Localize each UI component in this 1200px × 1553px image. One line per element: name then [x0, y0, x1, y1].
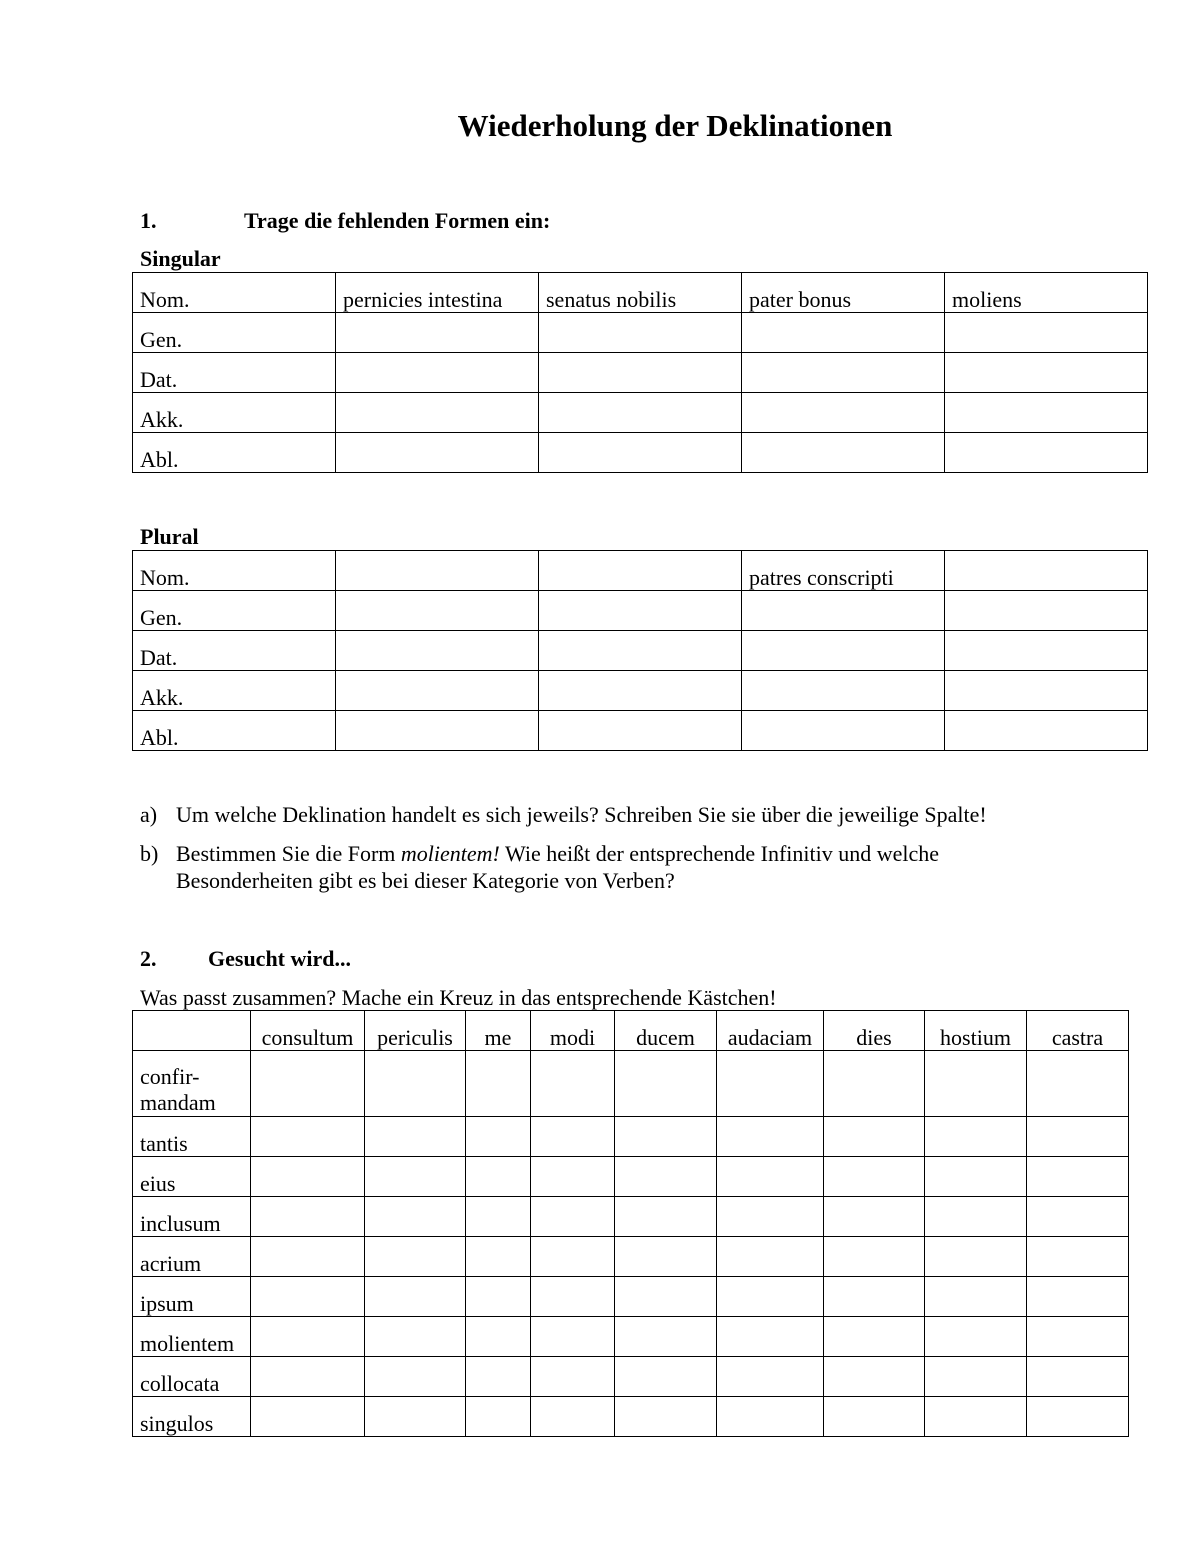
matching-checkbox-cell[interactable] — [615, 1117, 717, 1157]
plural-case-label: Gen. — [133, 591, 336, 631]
matching-checkbox-cell[interactable] — [615, 1317, 717, 1357]
matching-checkbox-cell[interactable] — [466, 1051, 531, 1117]
matching-checkbox-cell[interactable] — [925, 1357, 1027, 1397]
question-b-label: b) — [140, 841, 159, 866]
singular-form-cell[interactable] — [742, 433, 945, 473]
plural-case-label: Nom. — [133, 551, 336, 591]
question-b-text — [176, 840, 1176, 894]
matching-checkbox-cell[interactable] — [925, 1237, 1027, 1277]
matching-column-header: castra — [1027, 1011, 1129, 1051]
matching-checkbox-cell[interactable] — [466, 1357, 531, 1397]
matching-checkbox-cell[interactable] — [1027, 1117, 1129, 1157]
matching-row-label-line2: mandam — [140, 1090, 216, 1115]
matching-column-header: modi — [531, 1011, 615, 1051]
matching-checkbox-cell[interactable] — [717, 1117, 824, 1157]
matching-checkbox-cell[interactable] — [717, 1157, 824, 1197]
plural-form-cell[interactable] — [336, 671, 539, 711]
singular-form-cell[interactable] — [336, 433, 539, 473]
matching-checkbox-cell[interactable] — [365, 1117, 466, 1157]
singular-case-label: Dat. — [133, 353, 336, 393]
singular-case-label: Nom. — [133, 273, 336, 313]
matching-checkbox-cell[interactable] — [365, 1051, 466, 1117]
matching-checkbox-cell[interactable] — [531, 1051, 615, 1117]
plural-case-label: Abl. — [133, 711, 336, 751]
matching-checkbox-cell[interactable] — [531, 1117, 615, 1157]
matching-checkbox-cell[interactable] — [365, 1277, 466, 1317]
singular-case-label: Akk. — [133, 393, 336, 433]
matching-checkbox-cell[interactable] — [925, 1117, 1027, 1157]
singular-form-cell[interactable] — [742, 393, 945, 433]
matching-checkbox-cell[interactable] — [466, 1317, 531, 1357]
matching-row — [133, 1277, 1129, 1317]
matching-checkbox-cell[interactable] — [1027, 1051, 1129, 1117]
matching-checkbox-cell[interactable] — [717, 1397, 824, 1437]
matching-checkbox-cell[interactable] — [365, 1317, 466, 1357]
matching-checkbox-cell[interactable] — [1027, 1157, 1129, 1197]
plural-form-cell[interactable] — [945, 631, 1148, 671]
plural-case-label: Dat. — [133, 631, 336, 671]
matching-row-label: tantis — [133, 1117, 251, 1157]
singular-row — [133, 433, 1148, 473]
matching-checkbox-cell[interactable] — [365, 1397, 466, 1437]
matching-checkbox-cell[interactable] — [466, 1277, 531, 1317]
singular-table — [132, 272, 1148, 473]
matching-checkbox-cell[interactable] — [251, 1397, 365, 1437]
plural-form-cell[interactable] — [742, 591, 945, 631]
matching-checkbox-cell[interactable] — [1027, 1277, 1129, 1317]
singular-case-label: Gen. — [133, 313, 336, 353]
matching-row — [133, 1357, 1129, 1397]
singular-form-cell: pernicies intestina — [336, 273, 539, 313]
matching-checkbox-cell[interactable] — [615, 1197, 717, 1237]
plural-form-cell[interactable] — [336, 551, 539, 591]
singular-form-cell[interactable] — [336, 353, 539, 393]
matching-row — [133, 1157, 1129, 1197]
matching-row — [133, 1237, 1129, 1277]
matching-checkbox-cell[interactable] — [717, 1317, 824, 1357]
matching-checkbox-cell[interactable] — [1027, 1397, 1129, 1437]
plural-form-cell[interactable] — [539, 551, 742, 591]
plural-form-cell[interactable] — [945, 591, 1148, 631]
matching-checkbox-cell[interactable] — [615, 1237, 717, 1277]
matching-checkbox-cell[interactable] — [824, 1117, 925, 1157]
matching-checkbox-cell[interactable] — [466, 1197, 531, 1237]
matching-checkbox-cell[interactable] — [251, 1051, 365, 1117]
singular-row — [133, 353, 1148, 393]
question-a-text: Um welche Deklination handelt es sich jeweils? Schreiben Sie sie über die jeweilige Spalte! — [176, 802, 987, 827]
matching-row-label: singulos — [133, 1397, 251, 1437]
matching-checkbox-cell[interactable] — [615, 1277, 717, 1317]
matching-checkbox-cell[interactable] — [824, 1317, 925, 1357]
matching-column-header: me — [466, 1011, 531, 1051]
matching-checkbox-cell[interactable] — [717, 1277, 824, 1317]
matching-checkbox-cell[interactable] — [531, 1237, 615, 1277]
question-b-text-end: Wie heißt der entsprechende Infinitiv und welche — [499, 841, 940, 866]
matching-checkbox-cell[interactable] — [251, 1157, 365, 1197]
singular-form-cell[interactable] — [945, 393, 1148, 433]
matching-row — [133, 1317, 1129, 1357]
matching-checkbox-cell[interactable] — [615, 1397, 717, 1437]
plural-form-cell: patres conscripti — [742, 551, 945, 591]
matching-row — [133, 1397, 1129, 1437]
plural-form-cell[interactable] — [539, 711, 742, 751]
question-a — [140, 801, 1180, 829]
matching-row-label-line1: confir- — [140, 1064, 200, 1089]
plural-row — [133, 551, 1148, 591]
matching-column-header: hostium — [925, 1011, 1027, 1051]
plural-case-label: Akk. — [133, 671, 336, 711]
plural-form-cell[interactable] — [336, 711, 539, 751]
matching-row-label: ipsum — [133, 1277, 251, 1317]
matching-checkbox-cell[interactable] — [615, 1357, 717, 1397]
singular-form-cell[interactable] — [539, 433, 742, 473]
matching-checkbox-cell[interactable] — [925, 1397, 1027, 1437]
task1-number: 1. — [140, 208, 157, 233]
plural-row — [133, 711, 1148, 751]
matching-column-header: ducem — [615, 1011, 717, 1051]
singular-form-cell: pater bonus — [742, 273, 945, 313]
matching-checkbox-cell[interactable] — [925, 1157, 1027, 1197]
matching-checkbox-cell[interactable] — [531, 1397, 615, 1437]
matching-checkbox-cell[interactable] — [251, 1357, 365, 1397]
singular-form-cell[interactable] — [945, 313, 1148, 353]
matching-checkbox-cell[interactable] — [925, 1051, 1027, 1117]
matching-checkbox-cell[interactable] — [1027, 1357, 1129, 1397]
matching-checkbox-cell[interactable] — [531, 1157, 615, 1197]
singular-form-cell[interactable] — [539, 313, 742, 353]
task2-number: 2. — [140, 946, 157, 971]
matching-checkbox-cell[interactable] — [824, 1051, 925, 1117]
matching-checkbox-cell[interactable] — [531, 1277, 615, 1317]
matching-checkbox-cell[interactable] — [531, 1197, 615, 1237]
plural-row — [133, 631, 1148, 671]
matching-checkbox-cell[interactable] — [615, 1157, 717, 1197]
page-title: Wiederholung der Deklinationen — [457, 108, 893, 143]
plural-row — [133, 591, 1148, 631]
matching-checkbox-cell[interactable] — [531, 1317, 615, 1357]
matching-column-header: audaciam — [717, 1011, 824, 1051]
matching-checkbox-cell[interactable] — [466, 1117, 531, 1157]
matching-checkbox-cell[interactable] — [531, 1357, 615, 1397]
question-a-label: a) — [140, 802, 158, 827]
matching-checkbox-cell[interactable] — [824, 1157, 925, 1197]
plural-form-cell[interactable] — [945, 671, 1148, 711]
matching-row — [133, 1051, 1129, 1117]
matching-column-header: periculis — [365, 1011, 466, 1051]
singular-row — [133, 273, 1148, 313]
matching-checkbox-cell[interactable] — [824, 1197, 925, 1237]
matching-checkbox-cell[interactable] — [466, 1237, 531, 1277]
matching-column-header: dies — [824, 1011, 925, 1051]
matching-checkbox-cell[interactable] — [251, 1277, 365, 1317]
matching-checkbox-cell[interactable] — [251, 1317, 365, 1357]
question-b — [140, 840, 1180, 896]
singular-form-cell[interactable] — [336, 313, 539, 353]
matching-checkbox-cell[interactable] — [365, 1357, 466, 1397]
plural-form-cell[interactable] — [945, 711, 1148, 751]
task2-instruction: Was passt zusammen? Mache ein Kreuz in das entsprechende Kästchen! — [140, 985, 777, 1010]
plural-form-cell[interactable] — [336, 591, 539, 631]
plural-form-cell[interactable] — [539, 631, 742, 671]
matching-row-label: molientem — [133, 1317, 251, 1357]
singular-label: Singular — [140, 246, 221, 271]
matching-row — [133, 1197, 1129, 1237]
matching-checkbox-cell[interactable] — [717, 1357, 824, 1397]
matching-row-label — [133, 1051, 251, 1117]
plural-form-cell[interactable] — [336, 631, 539, 671]
matching-checkbox-cell[interactable] — [251, 1237, 365, 1277]
matching-row-label: acrium — [133, 1237, 251, 1277]
singular-form-cell[interactable] — [539, 393, 742, 433]
matching-checkbox-cell[interactable] — [717, 1237, 824, 1277]
matching-header-row — [133, 1011, 1129, 1051]
matching-checkbox-cell[interactable] — [466, 1157, 531, 1197]
singular-form-cell: moliens — [945, 273, 1148, 313]
matching-column-header: consultum — [251, 1011, 365, 1051]
singular-form-cell[interactable] — [336, 393, 539, 433]
matching-checkbox-cell[interactable] — [365, 1157, 466, 1197]
matching-checkbox-cell[interactable] — [615, 1051, 717, 1117]
singular-form-cell[interactable] — [742, 313, 945, 353]
matching-checkbox-cell[interactable] — [925, 1317, 1027, 1357]
matching-checkbox-cell[interactable] — [365, 1197, 466, 1237]
task2-title: Gesucht wird... — [208, 946, 351, 971]
question-b-italic-form: molientem! — [400, 841, 500, 866]
singular-form-cell: senatus nobilis — [539, 273, 742, 313]
matching-checkbox-cell[interactable] — [824, 1237, 925, 1277]
task1-title: Trage die fehlenden Formen ein: — [244, 208, 551, 233]
plural-form-cell[interactable] — [742, 671, 945, 711]
matching-checkbox-cell[interactable] — [824, 1277, 925, 1317]
plural-row — [133, 671, 1148, 711]
matching-checkbox-cell[interactable] — [925, 1197, 1027, 1237]
singular-form-cell[interactable] — [945, 353, 1148, 393]
plural-form-cell[interactable] — [539, 591, 742, 631]
singular-form-cell[interactable] — [945, 433, 1148, 473]
matching-corner-cell — [133, 1011, 251, 1051]
singular-form-cell[interactable] — [539, 353, 742, 393]
matching-row-label: collocata — [133, 1357, 251, 1397]
matching-checkbox-cell[interactable] — [824, 1397, 925, 1437]
matching-checkbox-cell[interactable] — [824, 1357, 925, 1397]
matching-row — [133, 1117, 1129, 1157]
plural-form-cell[interactable] — [742, 711, 945, 751]
question-b-text-line2: Besonderheiten gibt es bei dieser Kategorie von Verben? — [176, 868, 675, 893]
plural-table — [132, 550, 1148, 751]
question-b-text-start: Bestimmen Sie die Form — [176, 841, 401, 866]
singular-case-label: Abl. — [133, 433, 336, 473]
matching-checkbox-cell[interactable] — [251, 1197, 365, 1237]
singular-form-cell[interactable] — [742, 353, 945, 393]
singular-row — [133, 313, 1148, 353]
matching-row-label: inclusum — [133, 1197, 251, 1237]
matching-checkbox-cell[interactable] — [365, 1237, 466, 1277]
matching-checkbox-cell[interactable] — [1027, 1317, 1129, 1357]
matching-checkbox-cell[interactable] — [717, 1197, 824, 1237]
plural-form-cell[interactable] — [945, 551, 1148, 591]
matching-checkbox-cell[interactable] — [1027, 1237, 1129, 1277]
matching-checkbox-cell[interactable] — [717, 1051, 824, 1117]
matching-table — [132, 1010, 1129, 1437]
matching-row-label: eius — [133, 1157, 251, 1197]
plural-label: Plural — [140, 524, 199, 549]
plural-form-cell[interactable] — [539, 671, 742, 711]
matching-checkbox-cell[interactable] — [1027, 1197, 1129, 1237]
matching-checkbox-cell[interactable] — [925, 1277, 1027, 1317]
plural-form-cell[interactable] — [742, 631, 945, 671]
singular-row — [133, 393, 1148, 433]
matching-checkbox-cell[interactable] — [466, 1397, 531, 1437]
matching-checkbox-cell[interactable] — [251, 1117, 365, 1157]
